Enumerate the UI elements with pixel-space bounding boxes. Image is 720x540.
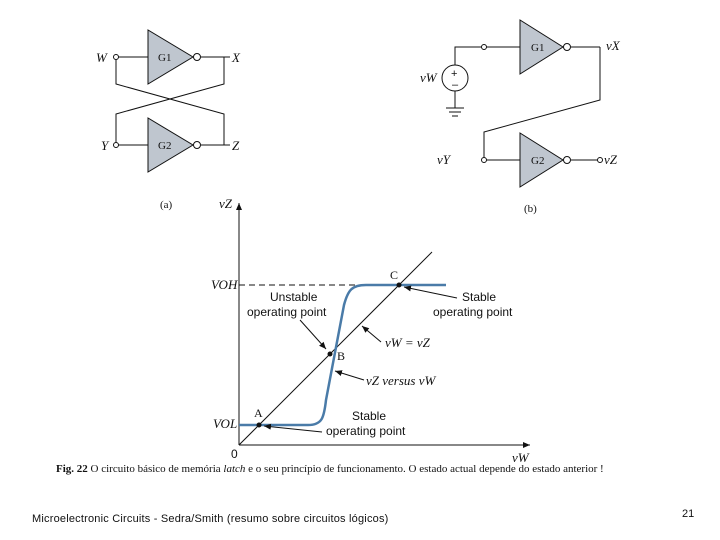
- unstable-label-1: Unstable: [270, 290, 318, 304]
- label-w: W: [96, 50, 107, 65]
- figure-b: [420, 20, 621, 215]
- label-y: Y: [101, 138, 109, 153]
- caption-fig-number: Fig. 22: [56, 463, 88, 475]
- gate-g1-a: [148, 30, 201, 84]
- label-vz: vZ: [604, 152, 617, 167]
- stable-bot-label-2: operating point: [326, 424, 406, 438]
- origin-label: 0: [231, 447, 238, 461]
- point-b-label: B: [337, 349, 346, 363]
- stable-bot-label-1: Stable: [352, 409, 387, 423]
- point-a-label: A: [254, 406, 263, 420]
- unstable-label-2: operating point: [247, 305, 327, 319]
- caption-text-1: O circuito básico de memória: [90, 463, 221, 475]
- svg-text:–: –: [452, 79, 459, 91]
- figure-caption: [56, 463, 604, 475]
- curve-label: vZ versus vW: [366, 373, 436, 388]
- transfer-graph: [211, 196, 530, 465]
- vol-label: VOL: [213, 416, 238, 431]
- stable-top-label-2: operating point: [433, 305, 513, 319]
- gate-g2-b: [520, 133, 571, 187]
- label-x: X: [232, 50, 240, 65]
- gate-g2-a: [148, 118, 201, 172]
- stable-top-arrow: [404, 287, 457, 298]
- voltage-source: [442, 65, 468, 91]
- gate-g2-a-label: G2: [158, 140, 172, 152]
- page-number: 21: [682, 508, 695, 520]
- label-vy: vY: [437, 152, 450, 167]
- gate-g1-b: [520, 20, 571, 74]
- label-vx: vX: [606, 38, 620, 53]
- point-c-label: C: [390, 268, 399, 282]
- caption-text-2: e o seu princípio de funcionamento. O estado actual depende do estado anterior !: [248, 463, 604, 475]
- cross-wires-a: [116, 57, 230, 145]
- point-a: [257, 423, 262, 428]
- stable-bot-arrow: [264, 426, 322, 432]
- curve-label-arrow: [335, 371, 364, 380]
- unstable-arrow: [300, 320, 326, 349]
- gate-g2-b-label: G2: [531, 155, 545, 167]
- line-label: vW = vZ: [385, 335, 430, 350]
- point-b: [328, 352, 333, 357]
- y-axis-label: vZ: [219, 196, 232, 211]
- gate-g1-b-label: G1: [531, 42, 545, 54]
- caption-text-italic: latch: [223, 463, 246, 475]
- gate-g1-a-label: G1: [158, 52, 172, 64]
- x-axis-label: vW: [512, 450, 529, 465]
- label-vw: vW: [420, 70, 437, 85]
- label-z: Z: [232, 138, 240, 153]
- sublabel-a: (a): [160, 199, 173, 211]
- point-c: [397, 283, 402, 288]
- sublabel-b: (b): [524, 203, 537, 215]
- stable-top-label-1: Stable: [462, 290, 497, 304]
- figure-a: [96, 30, 241, 211]
- voh-label: VOH: [211, 277, 238, 292]
- line-label-arrow: [362, 326, 381, 342]
- svg-text:+: +: [451, 68, 458, 80]
- footer-text: Microelectronic Circuits - Sedra/Smith (resumo sobre circuitos lógicos): [32, 513, 389, 525]
